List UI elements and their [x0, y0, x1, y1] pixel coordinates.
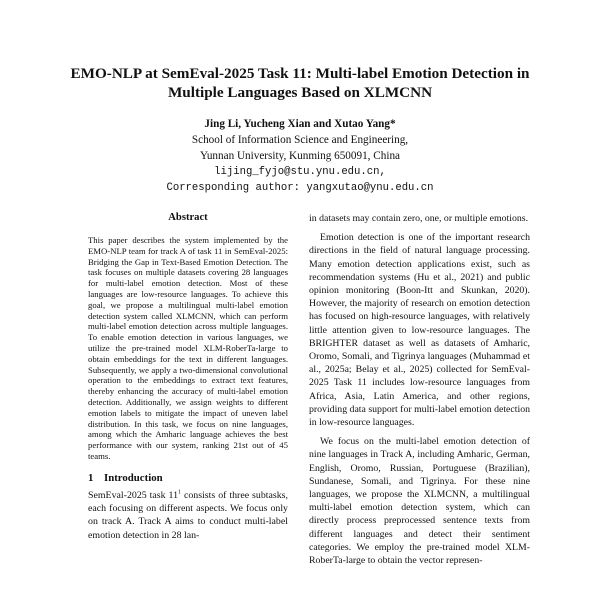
right-column — [309, 212, 530, 567]
section-title: Introduction — [104, 471, 163, 484]
intro-text-start: SemEval-2025 task 11 — [88, 489, 179, 501]
title-line-2: Multiple Languages Based on XLMCNN — [167, 84, 433, 101]
left-column — [88, 211, 288, 542]
section-heading-introduction — [88, 471, 288, 485]
footnote-marker: 1 — [178, 489, 182, 496]
paragraph-continued: in datasets may contain zero, one, or multiple emotions. — [309, 213, 529, 224]
author-names: Jing Li, Yucheng Xian and Xutao Yang* — [204, 118, 396, 130]
author-email: lijing_fyjo@stu.ynu.edu.cn, — [214, 166, 386, 178]
corresponding-author: Corresponding author: yangxutao@ynu.edu.cn — [166, 182, 434, 194]
abstract-heading: Abstract — [168, 212, 208, 223]
paper-title — [40, 64, 560, 102]
author-block — [100, 116, 500, 196]
page-bottom-edge — [0, 590, 600, 600]
section-number: 1 — [88, 471, 94, 484]
paragraph-emotion-detection: Emotion detection is one of the important research directions in the field of natural language processing. Many emotion detection applications exist, such as recommendation systems (Hu et al., 2021) and public opinion monitoring (Boon-Itt and Skunkan, 2020). However, the majority of research on emotion detection has focused on high-resource languages, with relatively little attention given to low-resource languages. The BRIGHTER dataset as well as datasets of Amharic, Oromo, Somali, and Tigrinya languages (Muhammad et al., 2025a; Belay et al., 2025) collected for SemEval-2025 Task 11 includes low-resource languages from Africa, Asia, Latin America, and other regions, providing data support for multi-label emotion detection in low-resource languages. — [309, 232, 530, 429]
intro-text-rest: consists of three subtasks, each focusing on different aspects. We focus only on track A. Track A aims to conduct multi-label emotion detection in 28 lan- — [88, 489, 288, 541]
paragraph-focus: We focus on the multi-label emotion detection of nine languages in Track A, including Amharic, German, English, Oromo, Russian, Portuguese (Brazilian), Sundanese, Somali, and Tigrinya. For these nine languages, we propose the XLMCNN, a multilingual multi-label emotion detection system, which can directly process preprocessed sentence texts from different languages and detect their sentiment categories. We employ the pre-trained model XLM-RoberTa-large to obtain the vector represen- — [309, 436, 530, 567]
affiliation-line-1: School of Information Science and Engineering, — [191, 134, 409, 146]
title-line-1: EMO-NLP at SemEval-2025 Task 11: Multi-label Emotion Detection in — [70, 65, 530, 82]
abstract-text: This paper describes the system implemented by the EMO-NLP team for track A of task 11 in SemEval-2025: Bridging the Gap in Text-Based Emotion Detection. The task focuses on multiple datasets covering 28 languages for multi-label emotion detection. Most of these languages are low-resource languages. To achieve this goal, we propose a multilingual multi-label emotion detection system called XLMCNN, which can perform multi-label emotion detection across multiple languages. To enable emotion detection in various languages, we utilize the pre-trained model XLM-RoberTa-large to obtain embeddings for the text in different languages. Subsequently, we apply a two-dimensional convolutional operation to the embeddings to extract text features, thereby enhancing the accuracy of multi-label emotion detection. Additionally, we assign weights to different emotion labels to mitigate the impact of uneven label distribution. In this task, we focus on nine languages, among which the Amharic language achieves the best performance with our system, ranking 21st out of 45 teams. — [88, 235, 288, 461]
introduction-text — [88, 489, 288, 542]
affiliation-line-2: Yunnan University, Kunming 650091, China — [199, 150, 400, 162]
